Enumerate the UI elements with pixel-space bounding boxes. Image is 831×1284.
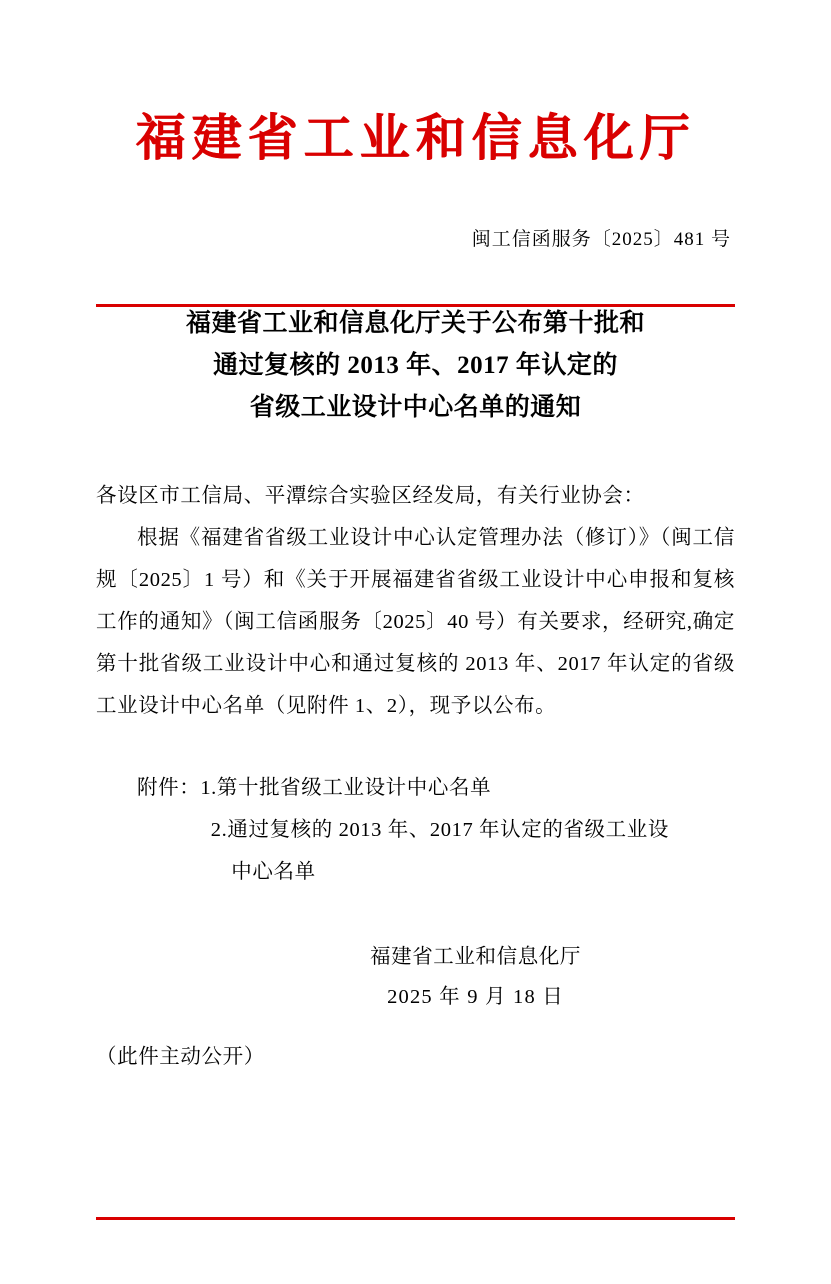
document-page — [0, 108, 831, 1284]
header-red-rule — [96, 304, 735, 307]
attachment-item-2-text: 2.通过复核的 2013 年、2017 年认定的省级工业设 — [210, 819, 669, 841]
document-body — [96, 475, 735, 727]
disclosure-note: （此件主动公开） — [96, 1046, 265, 1068]
document-title-line-1: 福建省工业和信息化厅关于公布第十批和 — [185, 310, 645, 337]
document-number: 闽工信函服务〔2025〕481 号 — [471, 229, 731, 250]
document-title-line-2: 通过复核的 2013 年、2017 年认定的 — [213, 352, 618, 379]
document-title — [96, 303, 735, 429]
attachment-label: 附件： — [137, 777, 201, 799]
issuing-organization-title: 福建省工业和信息化厅 — [135, 110, 696, 166]
signature-block — [96, 937, 735, 1017]
signature-date: 2025 年 9 月 18 日 — [387, 986, 564, 1008]
attachment-item-1 — [96, 767, 735, 809]
footer-red-rule — [96, 1217, 735, 1220]
attachment-item-1-text: 1.第十批省级工业设计中心名单 — [200, 777, 492, 799]
attachment-item-2-text-cont: 中心名单 — [231, 861, 316, 883]
attachment-list — [96, 767, 735, 893]
document-title-line-3: 省级工业设计中心名单的通知 — [249, 394, 582, 421]
salutation: 各设区市工信局、平潭综合实验区经发局，有关行业协会： — [96, 485, 645, 507]
body-paragraph-1: 根据《福建省省级工业设计中心认定管理办法（修订）》（闽工信规〔2025〕1 号）和《关于开展福建省省级工业设计中心申报和复核工作的通知》（闽工信函服务〔2025〕40 号）有关要求，经研究,确定第十批省级工业设计中心和通过复核的 2013 年、2017 年认定的省级工业设计中心名单（见附件 1、2），现予以公布。 — [96, 527, 735, 717]
signature-issuer: 福建省工业和信息化厅 — [370, 946, 581, 968]
